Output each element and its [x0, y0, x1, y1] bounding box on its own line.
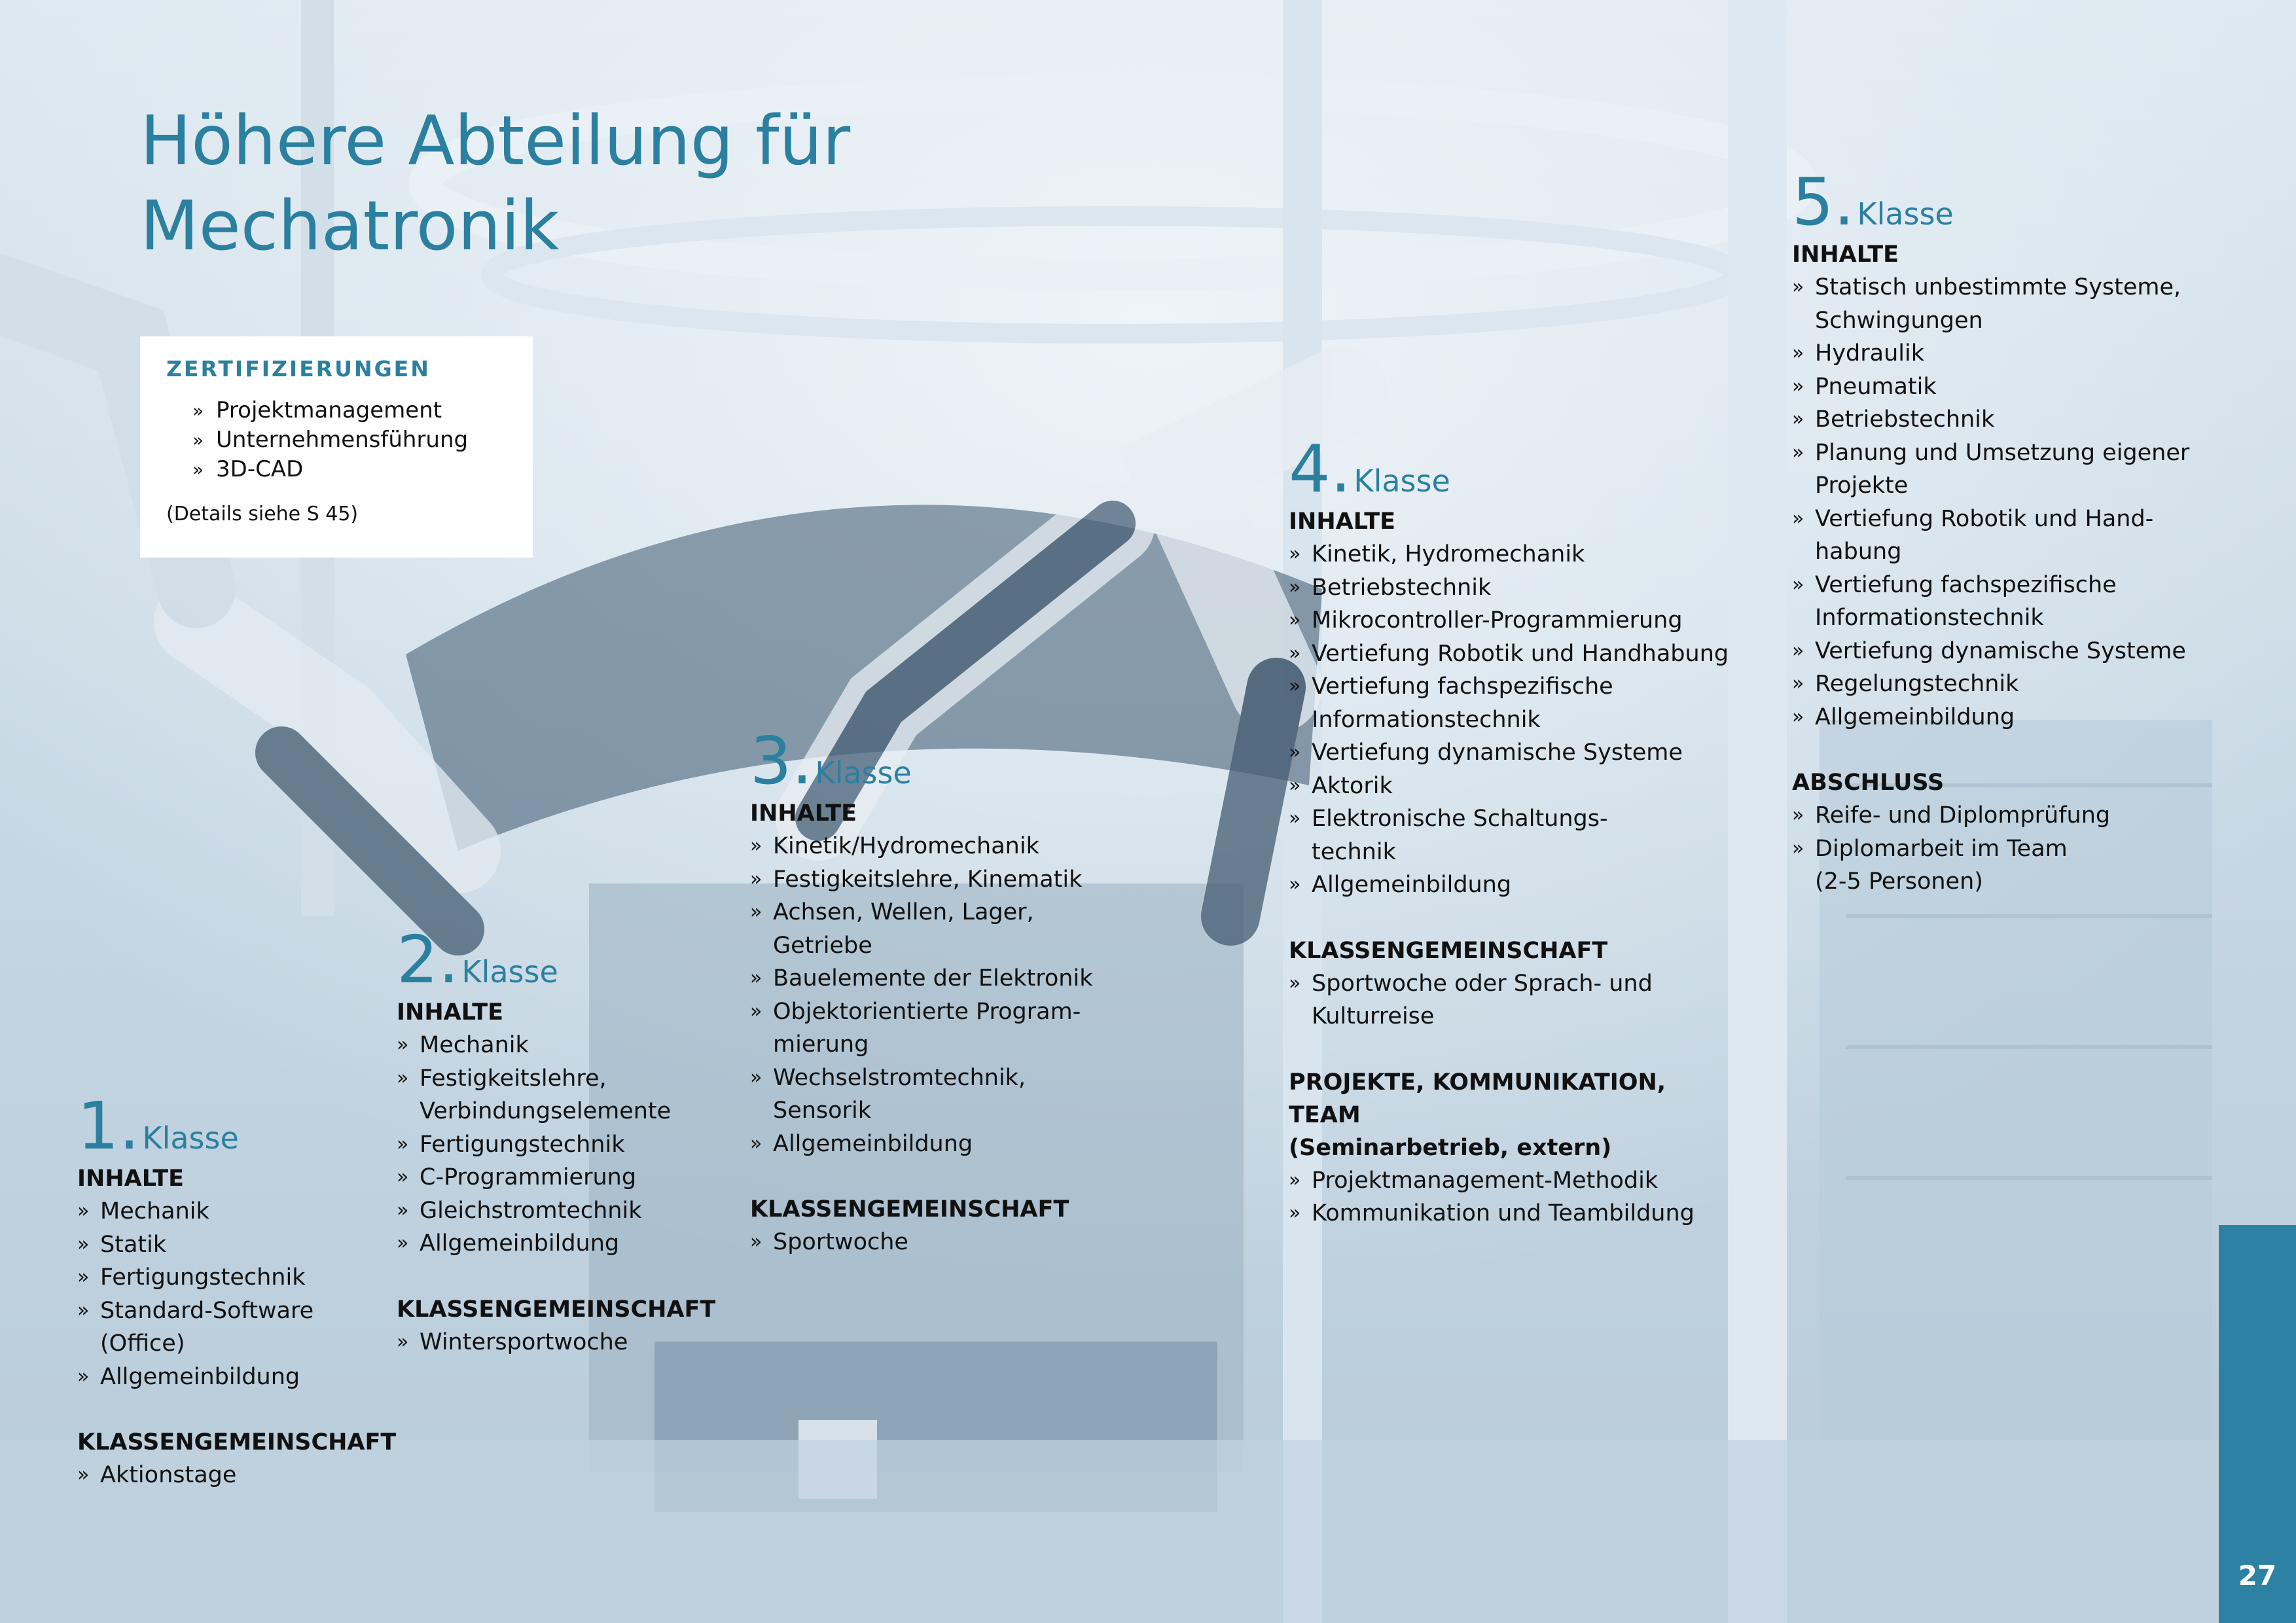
section-heading: PROJEKTE, KOMMUNIKATION, TEAM (Seminarbetrieb, extern)	[1289, 1069, 1666, 1161]
class-heading	[1792, 166, 2204, 238]
certifications-heading: ZERTIFIZIERUNGEN	[166, 356, 431, 382]
list-item: » Festigkeitslehre, Verbindungselemente	[397, 1062, 763, 1128]
list-item: » Mikrocontroller-Programmierung	[1289, 604, 1734, 637]
section-list	[397, 1029, 763, 1260]
list-item: » Diplomarbeit im Team (2-5 Personen)	[1792, 832, 2204, 899]
class-number: 4.	[1289, 431, 1352, 507]
page-title-line-1: Höhere Abteilung für	[140, 101, 851, 181]
class-label: Klasse	[1354, 463, 1450, 499]
list-item: » Vertiefung Robotik und Hand- habung	[1792, 503, 2204, 569]
list-item: » Sportwoche	[750, 1226, 1156, 1259]
list-item: » Achsen, Wellen, Lager, Getriebe	[750, 896, 1156, 962]
list-item: » Betriebstechnik	[1289, 571, 1734, 605]
section-list	[1289, 967, 1734, 1033]
section-heading: ABSCHLUSS	[1792, 770, 1945, 796]
class-column-4	[1289, 433, 1734, 1230]
class-column-2	[397, 921, 763, 1359]
list-item: » Allgemeinbildung	[750, 1128, 1156, 1161]
list-item: » C-Programmierung	[397, 1161, 763, 1194]
list-item: » Wechselstromtechnik, Sensorik	[750, 1061, 1156, 1128]
section-list	[750, 1226, 1156, 1259]
certifications-note: (Details siehe S 45)	[166, 503, 359, 526]
class-label: Klasse	[815, 755, 912, 791]
section-heading: KLASSENGEMEINSCHAFT	[77, 1429, 397, 1455]
list-item: » Vertiefung dynamische Systeme	[1792, 635, 2204, 668]
list-item: » Allgemeinbildung	[1792, 701, 2204, 734]
section-heading: INHALTE	[1289, 508, 1395, 535]
list-item: » Fertigungstechnik	[397, 1128, 763, 1162]
class-heading	[750, 722, 1156, 799]
page-title	[140, 98, 850, 268]
list-item: » Statik	[77, 1228, 385, 1262]
class-column-5	[1792, 166, 2204, 899]
list-item: » Reife- und Diplomprüfung	[1792, 799, 2204, 832]
list-item: » Hydraulik	[1792, 337, 2204, 370]
section-list	[1289, 1164, 1734, 1230]
list-item: » Allgemeinbildung	[1289, 868, 1734, 902]
list-item: » Planung und Umsetzung eigener Projekte	[1792, 437, 2204, 503]
class-number: 1.	[77, 1088, 140, 1164]
list-item: » Elektronische Schaltungs- technik	[1289, 802, 1734, 868]
list-item: » Vertiefung fachspezifische Informationstechnik	[1792, 569, 2204, 635]
list-item: » Wintersportwoche	[397, 1326, 763, 1359]
page-tab	[2219, 1225, 2296, 1623]
list-item: » Vertiefung dynamische Systeme	[1289, 736, 1734, 770]
section-heading: INHALTE	[750, 800, 857, 827]
section-list	[77, 1459, 385, 1492]
class-label: Klasse	[461, 954, 558, 990]
list-item: » Vertiefung fachspezifische Informationstechnik	[1289, 670, 1734, 736]
section-list	[1792, 271, 2204, 734]
class-heading	[77, 1090, 385, 1162]
list-item: » Objektorientierte Program- mierung	[750, 995, 1156, 1061]
section-heading: KLASSENGEMEINSCHAFT	[1289, 937, 1608, 964]
section-list	[1792, 799, 2204, 899]
list-item: » Standard-Software (Office)	[77, 1294, 385, 1361]
class-column-1	[77, 1088, 397, 1492]
list-item: » Mechanik	[397, 1029, 763, 1062]
list-item: » Betriebstechnik	[1792, 403, 2204, 437]
section-heading: KLASSENGEMEINSCHAFT	[750, 1196, 1069, 1222]
list-item: » Unternehmensführung	[192, 425, 507, 455]
list-item: » Festigkeitslehre, Kinematik	[750, 863, 1156, 897]
section-heading: INHALTE	[77, 1166, 184, 1192]
list-item: » Gleichstromtechnik	[397, 1194, 763, 1228]
list-item: » Kinetik, Hydromechanik	[1289, 538, 1734, 571]
class-number: 5.	[1792, 164, 1855, 240]
section-list	[1289, 538, 1734, 902]
class-number: 3.	[750, 722, 813, 799]
list-item: » Sportwoche oder Sprach- und Kulturreise	[1289, 967, 1734, 1033]
certifications-list	[166, 396, 507, 484]
list-item: » 3D-CAD	[192, 455, 507, 484]
list-item: » Vertiefung Robotik und Handhabung	[1289, 637, 1734, 671]
list-item: » Allgemeinbildung	[397, 1227, 763, 1260]
class-heading	[1289, 433, 1734, 505]
page-title-line-2: Mechatronik	[140, 186, 560, 266]
page-number: 27	[2238, 1560, 2277, 1592]
list-item: » Aktorik	[1289, 770, 1734, 803]
section-heading: KLASSENGEMEINSCHAFT	[397, 1296, 716, 1323]
list-item: » Projektmanagement-Methodik	[1289, 1164, 1734, 1198]
list-item: » Kinetik/Hydromechanik	[750, 830, 1156, 863]
list-item: » Allgemeinbildung	[77, 1361, 385, 1394]
class-number: 2.	[397, 921, 459, 998]
list-item: » Pneumatik	[1792, 370, 2204, 404]
list-item: » Fertigungstechnik	[77, 1261, 385, 1294]
list-item: » Mechanik	[77, 1195, 385, 1228]
list-item: » Regelungstechnik	[1792, 668, 2204, 701]
section-list	[750, 830, 1156, 1160]
class-label: Klasse	[142, 1120, 239, 1156]
class-heading	[397, 921, 763, 998]
certifications-box	[140, 336, 533, 558]
section-list	[77, 1195, 385, 1393]
list-item: » Projektmanagement	[192, 396, 507, 425]
list-item: » Bauelemente der Elektronik	[750, 962, 1156, 995]
list-item: » Aktionstage	[77, 1459, 385, 1492]
class-label: Klasse	[1857, 196, 1954, 232]
class-column-3	[750, 722, 1156, 1259]
list-item: » Statisch unbestimmte Systeme, Schwingungen	[1792, 271, 2204, 337]
section-heading: INHALTE	[1792, 241, 1899, 268]
list-item: » Kommunikation und Teambildung	[1289, 1197, 1734, 1230]
section-list	[397, 1326, 763, 1359]
section-heading: INHALTE	[397, 999, 503, 1026]
